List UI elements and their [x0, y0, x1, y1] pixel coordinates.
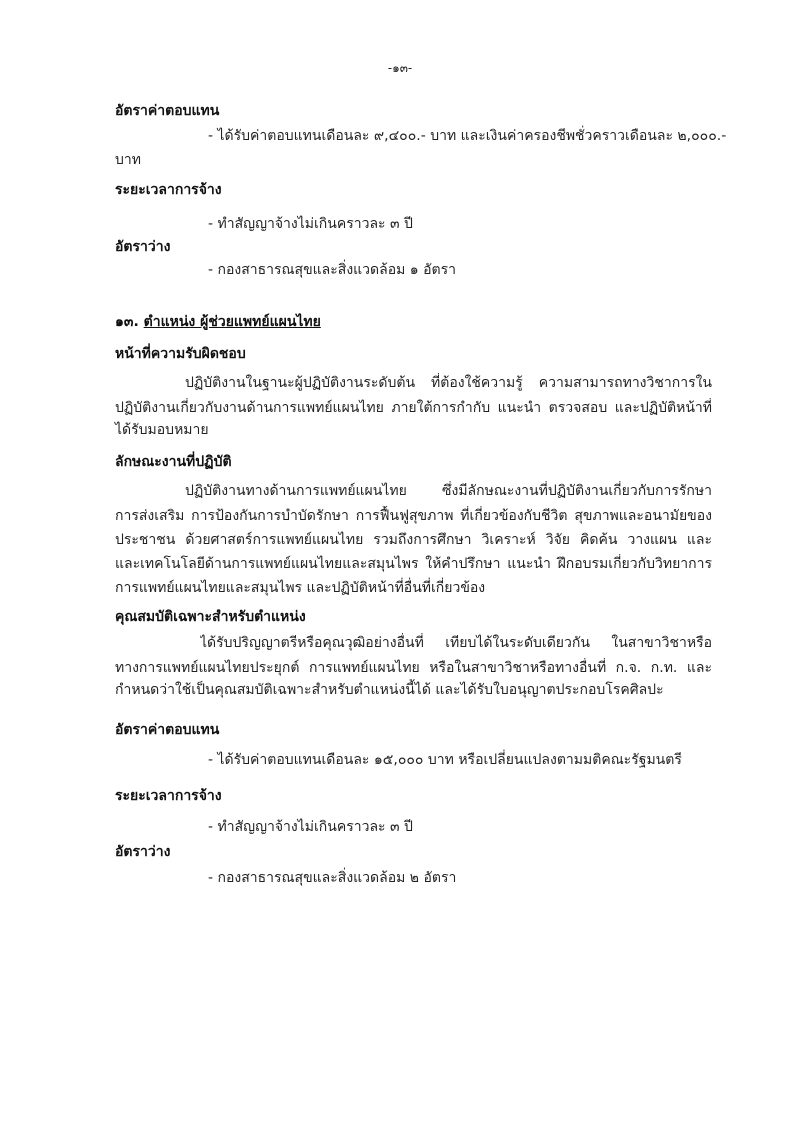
compensation-text: - ได้รับค่าตอบแทนเดือนละ ๙,๔๐๐.- บาท และเงินค่าครองชีพชั่วคราวเดือนละ ๒,๐๐๐.- [208, 128, 727, 144]
term-text: - ทำสัญญาจ้างไม่เกินคราวละ ๓ ปี [208, 216, 413, 232]
qualification-line: ทางการแพทย์แผนไทยประยุกต์ การแพทย์แผนไทย หรือในสาขาวิชาหรือทางอื่นที่ ก.จ. ก.ท. และ [115, 660, 712, 676]
qualification-line: ได้รับปริญญาตรีหรือคุณวุฒิอย่างอื่นที่ เทียบได้ในระดับเดียวกัน ในสาขาวิชาหรือ [200, 635, 712, 651]
page-number: -๑๓- [387, 61, 413, 75]
work-line: ปฏิบัติงานทางด้านการแพทย์แผนไทย ซึ่งมีลักษณะงานที่ปฏิบัติงานเกี่ยวกับการรักษา [185, 483, 712, 499]
work-line: การแพทย์แผนไทยและสมุนไพร และปฏิบัติหน้าที่อื่นที่เกี่ยวข้อง [115, 580, 486, 596]
qualification-heading: คุณสมบัติเฉพาะสำหรับตำแหน่ง [115, 609, 306, 625]
work-line: และเทคโนโลยีด้านการแพทย์แผนไทยและสมุนไพร ให้คำปรึกษา แนะนำ ฝึกอบรมเกี่ยวกับวิทยาการ [115, 556, 712, 572]
vacancy-heading: อัตราว่าง [115, 239, 171, 255]
section-title [115, 312, 712, 332]
section-number: ๑๓. [115, 314, 139, 330]
term-heading: ระยะเวลาการจ้าง [115, 788, 222, 804]
compensation-heading: อัตราค่าตอบแทน [115, 722, 220, 738]
duties-line: ปฏิบัติงานในฐานะผู้ปฏิบัติงานระดับต้น ที่ต้องใช้ความรู้ ความสามารถทางวิชาการใน [185, 375, 712, 391]
duties-line: ปฏิบัติงานเกี่ยวกับงานด้านการแพทย์แผนไทย ภายใต้การกำกับ แนะนำ ตรวจสอบ และปฏิบัติหน้าที่ [115, 400, 712, 416]
work-line: การส่งเสริม การป้องกันการบำบัดรักษา การฟื้นฟูสุขภาพ ที่เกี่ยวข้องกับชีวิต สุขภาพและอนามัยของ [115, 508, 712, 524]
compensation-text: - ได้รับค่าตอบแทนเดือนละ ๑๕,๐๐๐ บาท หรือเปลี่ยนแปลงตามมติคณะรัฐมนตรี [208, 752, 682, 768]
term-heading: ระยะเวลาการจ้าง [115, 182, 222, 198]
work-line: ประชาชน ด้วยศาสตร์การแพทย์แผนไทย รวมถึงการศึกษา วิเคราะห์ วิจัย คิดค้น วางแผน และ [115, 532, 712, 548]
compensation-heading: อัตราค่าตอบแทน [115, 103, 220, 119]
vacancy-heading: อัตราว่าง [115, 844, 171, 860]
vacancy-text: - กองสาธารณสุขและสิ่งแวดล้อม ๒ อัตรา [208, 870, 457, 886]
work-heading: ลักษณะงานที่ปฏิบัติ [115, 454, 232, 470]
compensation-text-cont: บาท [115, 152, 141, 168]
duties-line: ได้รับมอบหมาย [115, 422, 209, 438]
position-title: ตำแหน่ง ผู้ช่วยแพทย์แผนไทย [143, 314, 321, 330]
term-text: - ทำสัญญาจ้างไม่เกินคราวละ ๓ ปี [208, 819, 413, 835]
duties-heading: หน้าที่ความรับผิดชอบ [115, 346, 246, 362]
vacancy-text: - กองสาธารณสุขและสิ่งแวดล้อม ๑ อัตรา [208, 262, 457, 278]
qualification-line: กำหนดว่าใช้เป็นคุณสมบัติเฉพาะสำหรับตำแหน่งนี้ได้ และได้รับใบอนุญาตประกอบโรคศิลปะ [115, 682, 664, 698]
